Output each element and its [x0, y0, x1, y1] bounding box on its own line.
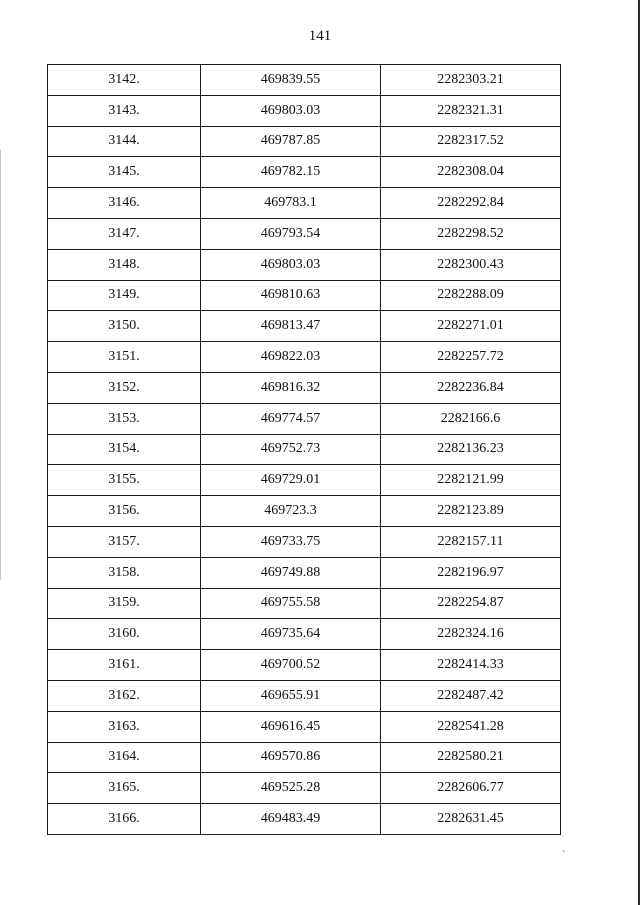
x-coordinate-cell: 469839.55 — [201, 65, 381, 96]
y-coordinate-cell: 2282292.84 — [381, 188, 561, 219]
table-row — [48, 804, 561, 835]
point-number-cell: 3164. — [48, 742, 201, 773]
point-number-cell: 3166. — [48, 804, 201, 835]
y-coordinate-cell: 2282257.72 — [381, 342, 561, 373]
x-coordinate-cell: 469755.58 — [201, 588, 381, 619]
x-coordinate-cell: 469525.28 — [201, 773, 381, 804]
y-coordinate-cell: 2282580.21 — [381, 742, 561, 773]
x-coordinate-cell: 469723.3 — [201, 496, 381, 527]
point-number-cell: 3152. — [48, 372, 201, 403]
x-coordinate-cell: 469655.91 — [201, 680, 381, 711]
y-coordinate-cell: 2282298.52 — [381, 218, 561, 249]
point-number-cell: 3159. — [48, 588, 201, 619]
x-coordinate-cell: 469810.63 — [201, 280, 381, 311]
x-coordinate-cell: 469733.75 — [201, 526, 381, 557]
table-row — [48, 126, 561, 157]
table-row — [48, 188, 561, 219]
coordinates-table-body — [48, 65, 561, 835]
point-number-cell: 3161. — [48, 650, 201, 681]
point-number-cell: 3149. — [48, 280, 201, 311]
y-coordinate-cell: 2282300.43 — [381, 249, 561, 280]
table-row — [48, 619, 561, 650]
table-row — [48, 311, 561, 342]
y-coordinate-cell: 2282487.42 — [381, 680, 561, 711]
table-row — [48, 650, 561, 681]
x-coordinate-cell: 469700.52 — [201, 650, 381, 681]
x-coordinate-cell: 469782.15 — [201, 157, 381, 188]
y-coordinate-cell: 2282121.99 — [381, 465, 561, 496]
point-number-cell: 3165. — [48, 773, 201, 804]
y-coordinate-cell: 2282321.31 — [381, 95, 561, 126]
point-number-cell: 3144. — [48, 126, 201, 157]
point-number-cell: 3147. — [48, 218, 201, 249]
coordinates-table — [47, 64, 561, 835]
y-coordinate-cell: 2282303.21 — [381, 65, 561, 96]
table-row — [48, 680, 561, 711]
table-row — [48, 218, 561, 249]
x-coordinate-cell: 469570.86 — [201, 742, 381, 773]
table-row — [48, 280, 561, 311]
y-coordinate-cell: 2282541.28 — [381, 711, 561, 742]
x-coordinate-cell: 469616.45 — [201, 711, 381, 742]
table-row — [48, 557, 561, 588]
point-number-cell: 3148. — [48, 249, 201, 280]
y-coordinate-cell: 2282123.89 — [381, 496, 561, 527]
table-row — [48, 95, 561, 126]
y-coordinate-cell: 2282166.6 — [381, 403, 561, 434]
table-row — [48, 773, 561, 804]
table-row — [48, 588, 561, 619]
y-coordinate-cell: 2282271.01 — [381, 311, 561, 342]
x-coordinate-cell: 469735.64 — [201, 619, 381, 650]
page-number: 141 — [308, 28, 332, 44]
x-coordinate-cell: 469803.03 — [201, 95, 381, 126]
y-coordinate-cell: 2282308.04 — [381, 157, 561, 188]
x-coordinate-cell: 469783.1 — [201, 188, 381, 219]
table-row — [48, 526, 561, 557]
y-coordinate-cell: 2282157.11 — [381, 526, 561, 557]
point-number-cell: 3157. — [48, 526, 201, 557]
y-coordinate-cell: 2282254.87 — [381, 588, 561, 619]
scan-left-edge — [0, 150, 1, 580]
scan-mark: ` — [562, 850, 566, 861]
point-number-cell: 3155. — [48, 465, 201, 496]
point-number-cell: 3153. — [48, 403, 201, 434]
y-coordinate-cell: 2282317.52 — [381, 126, 561, 157]
x-coordinate-cell: 469749.88 — [201, 557, 381, 588]
table-row — [48, 65, 561, 96]
y-coordinate-cell: 2282196.97 — [381, 557, 561, 588]
y-coordinate-cell: 2282606.77 — [381, 773, 561, 804]
point-number-cell: 3143. — [48, 95, 201, 126]
point-number-cell: 3146. — [48, 188, 201, 219]
point-number-cell: 3145. — [48, 157, 201, 188]
x-coordinate-cell: 469752.73 — [201, 434, 381, 465]
point-number-cell: 3150. — [48, 311, 201, 342]
point-number-cell: 3154. — [48, 434, 201, 465]
x-coordinate-cell: 469729.01 — [201, 465, 381, 496]
point-number-cell: 3160. — [48, 619, 201, 650]
table-row — [48, 372, 561, 403]
table-row — [48, 434, 561, 465]
y-coordinate-cell: 2282414.33 — [381, 650, 561, 681]
x-coordinate-cell: 469822.03 — [201, 342, 381, 373]
x-coordinate-cell: 469793.54 — [201, 218, 381, 249]
point-number-cell: 3163. — [48, 711, 201, 742]
point-number-cell: 3142. — [48, 65, 201, 96]
x-coordinate-cell: 469787.85 — [201, 126, 381, 157]
point-number-cell: 3158. — [48, 557, 201, 588]
x-coordinate-cell: 469816.32 — [201, 372, 381, 403]
y-coordinate-cell: 2282324.16 — [381, 619, 561, 650]
table-row — [48, 157, 561, 188]
x-coordinate-cell: 469483.49 — [201, 804, 381, 835]
y-coordinate-cell: 2282288.09 — [381, 280, 561, 311]
point-number-cell: 3151. — [48, 342, 201, 373]
x-coordinate-cell: 469813.47 — [201, 311, 381, 342]
y-coordinate-cell: 2282136.23 — [381, 434, 561, 465]
point-number-cell: 3162. — [48, 680, 201, 711]
table-row — [48, 249, 561, 280]
table-row — [48, 403, 561, 434]
table-row — [48, 342, 561, 373]
y-coordinate-cell: 2282236.84 — [381, 372, 561, 403]
table-row — [48, 742, 561, 773]
point-number-cell: 3156. — [48, 496, 201, 527]
table-row — [48, 496, 561, 527]
x-coordinate-cell: 469774.57 — [201, 403, 381, 434]
x-coordinate-cell: 469803.03 — [201, 249, 381, 280]
table-row — [48, 465, 561, 496]
table-row — [48, 711, 561, 742]
y-coordinate-cell: 2282631.45 — [381, 804, 561, 835]
